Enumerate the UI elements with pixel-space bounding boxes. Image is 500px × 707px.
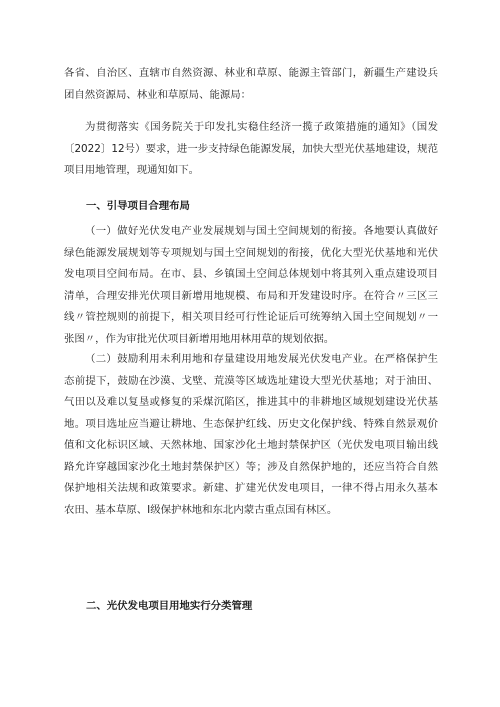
section-1-paragraph-2: （二）鼓励利用未利用地和存量建设用地发展光伏发电产业。在严格保护生态前提下，鼓励在沙漠、戈壁、荒漠等区域选址建设大型光伏基地；对于油田、气田以及难以复垦或修复的采煤沉陷区，推进其中的非耕地区域规划建设光伏基地。项目选址应当避让耕地、生态保护红线、历史文化保护线、特殊自然景观价值和文化标识区域、天然林地、国家沙化土地封禁保护区（光伏发电项目输出线路允许穿越国家沙化土地封禁保护区）等；涉及自然保护地的，还应当符合自然保护地相关法规和政策要求。新建、扩建光伏发电项目，一律不得占用永久基本农田、基本草原、Ⅰ级保护林地和东北内蒙古重点国有林区。 bbox=[64, 353, 438, 516]
section-2-heading: 二、光伏发电项目用地实行分类管理 bbox=[86, 600, 253, 612]
section-1-heading: 一、引导项目合理布局 bbox=[86, 200, 190, 212]
salutation-paragraph: 各省、自治区、直辖市自然资源、林业和草原、能源主管部门，新疆生产建设兵团自然资源局、林业和草原局、能源局： bbox=[64, 67, 438, 101]
intro-paragraph: 为贯彻落实《国务院关于印发扎实稳住经济一揽子政策措施的通知》（国发〔2022〕12号）要求，进一步支持绿色能源发展，加快大型光伏基地建设，规范项目用地管理，现通知如下。 bbox=[64, 121, 438, 176]
section-1-paragraph-1: （一）做好光伏发电产业发展规划与国土空间规划的衔接。各地要认真做好绿色能源发展规划等专项规划与国土空间规划的衔接，优化大型光伏基地和光伏发电项目空间布局。在市、县、乡镇国土空间总体规划中将其列入重点建设项目清单，合理安排光伏项目新增用地规模、布局和开发建设时序。在符合〃三区三线〃管控规则的前提下，相关项目经可行性论证后可统筹纳入国土空间规划〃一张图〃，作为审批光伏项目新增用地用林用草的规划依据。 bbox=[64, 225, 438, 345]
